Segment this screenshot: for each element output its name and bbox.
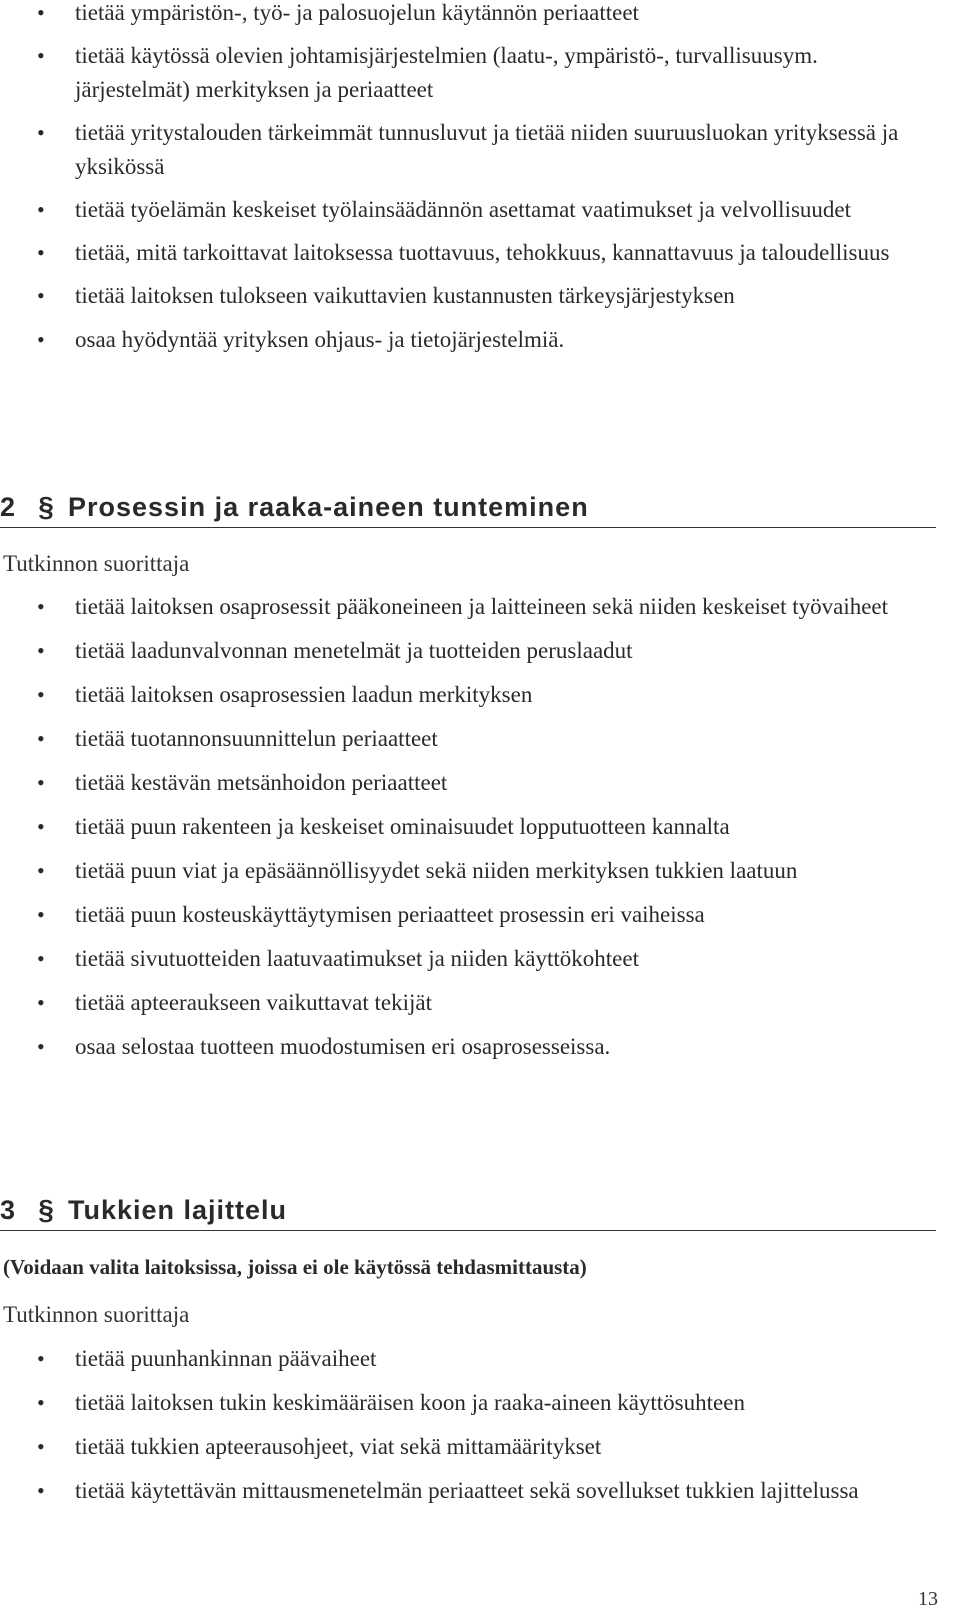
list-item: • tietää puun viat ja epäsäännöllisyydet sekä niiden merkityksen tukkien laatuun	[0, 854, 930, 888]
section-title: Prosessin ja raaka-aineen tunteminen	[68, 492, 589, 522]
section-number: 3	[0, 1195, 16, 1225]
list-item: • tietää laadunvalvonnan menetelmät ja tuotteiden peruslaadut	[0, 634, 930, 668]
section-2-list	[0, 590, 930, 1074]
list-item: • tietää yritystalouden tärkeimmät tunnusluvut ja tietää niiden suuruusluokan yrityksessä ja yksikössä	[0, 116, 930, 184]
list-item: • tietää laitoksen osaprosessien laadun merkityksen	[0, 678, 930, 712]
section-3-note: (Voidaan valita laitoksissa, joissa ei ole käytössä tehdasmittausta)	[3, 1255, 587, 1279]
section-number: 2	[0, 492, 16, 522]
list-item: • osaa selostaa tuotteen muodostumisen eri osaprosesseissa.	[0, 1030, 930, 1064]
section-title: Tukkien lajittelu	[68, 1195, 288, 1225]
list-item: • tietää, mitä tarkoittavat laitoksessa tuottavuus, tehokkuus, kannattavuus ja taloudellisuus	[0, 236, 930, 270]
section-3-list	[0, 1342, 930, 1518]
list-item: • tietää työelämän keskeiset työlainsäädännön asettamat vaatimukset ja velvollisuudet	[0, 193, 930, 227]
list-item: • tietää laitoksen tukin keskimääräisen koon ja raaka-aineen käyttösuhteen	[0, 1386, 930, 1420]
list-item: • tietää ympäristön-, työ- ja palosuojelun käytännön periaatteet	[0, 0, 930, 30]
section-2-heading	[0, 487, 936, 528]
section-symbol: §	[38, 491, 54, 522]
page-number: 13	[918, 1588, 938, 1610]
list-item: • osaa hyödyntää yrityksen ohjaus- ja tietojärjestelmiä.	[0, 323, 930, 357]
section-3-subheading: Tutkinnon suorittaja	[3, 1302, 190, 1327]
list-item: • tietää käytettävän mittausmenetelmän periaatteet sekä sovellukset tukkien lajittelussa	[0, 1474, 930, 1508]
section-2-subheading: Tutkinnon suorittaja	[3, 551, 190, 576]
list-item: • tietää sivutuotteiden laatuvaatimukset ja niiden käyttökohteet	[0, 942, 930, 976]
list-item: • tietää käytössä olevien johtamisjärjestelmien (laatu-, ympäristö-, turvallisuusym. järjestelmät) merkityksen ja periaatteet	[0, 39, 930, 107]
list-item: • tietää tuotannonsuunnittelun periaatteet	[0, 722, 930, 756]
section-3-heading	[0, 1190, 936, 1231]
list-item: • tietää laitoksen tulokseen vaikuttavien kustannusten tärkeysjärjestyksen	[0, 279, 930, 313]
list-item: • tietää tukkien apteerausohjeet, viat sekä mittamääritykset	[0, 1430, 930, 1464]
list-item: • tietää laitoksen osaprosessit pääkoneineen ja laitteineen sekä niiden keskeiset työvaiheet	[0, 590, 930, 624]
list-item: • tietää puun rakenteen ja keskeiset ominaisuudet lopputuotteen kannalta	[0, 810, 930, 844]
top-requirements-list	[0, 0, 930, 366]
section-symbol: §	[38, 1194, 54, 1225]
list-item: • tietää puunhankinnan päävaiheet	[0, 1342, 930, 1376]
list-item: • tietää apteeraukseen vaikuttavat tekijät	[0, 986, 930, 1020]
list-item: • tietää kestävän metsänhoidon periaatteet	[0, 766, 930, 800]
list-item: • tietää puun kosteuskäyttäytymisen periaatteet prosessin eri vaiheissa	[0, 898, 930, 932]
